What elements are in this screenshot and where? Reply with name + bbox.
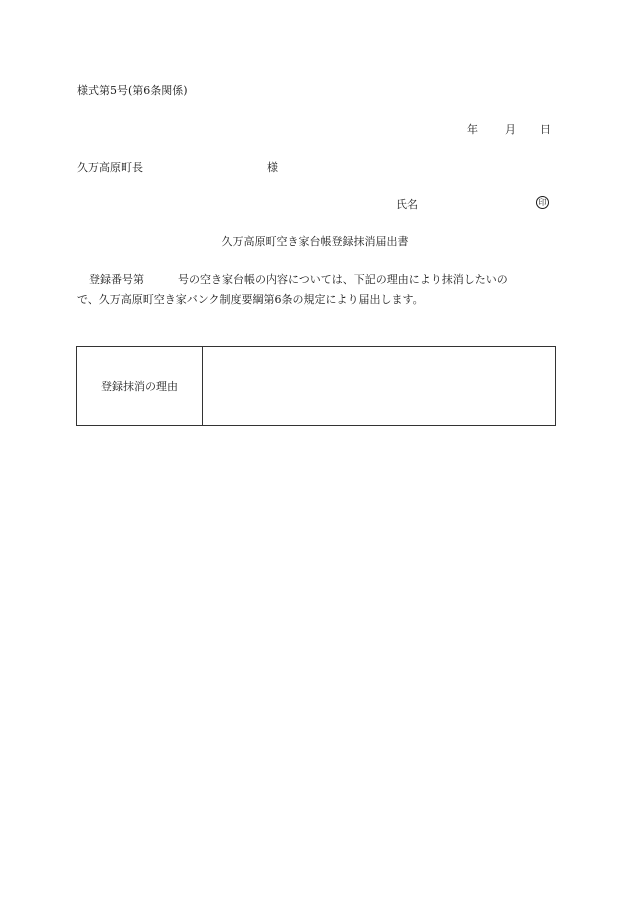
addressee-title: 久万高原町長 — [77, 161, 143, 174]
reason-table — [76, 346, 556, 426]
body-text-line1 — [89, 274, 508, 285]
reason-value-cell — [203, 347, 555, 425]
seal-icon: 印 — [536, 196, 549, 209]
date-day-label: 日 — [540, 123, 551, 136]
registration-number-prefix: 登録番号第 — [89, 273, 144, 286]
reason-label: 登録抹消の理由 — [101, 380, 178, 393]
date-month-label: 月 — [505, 123, 516, 136]
body-text-line1-rest: 号の空き家台帳の内容については、下記の理由により抹消したいの — [178, 273, 508, 286]
date-year-label: 年 — [467, 123, 478, 136]
document-title: 久万高原町空き家台帳登録抹消届出書 — [221, 235, 409, 248]
form-number: 様式第5号(第6条関係) — [77, 84, 188, 97]
reason-label-cell — [77, 347, 203, 425]
addressee-honorific: 様 — [267, 161, 278, 174]
applicant-name-label: 氏名 — [396, 198, 418, 211]
body-text-line2: で、久万高原町空き家バンク制度要綱第6条の規定により届出します。 — [77, 293, 424, 306]
